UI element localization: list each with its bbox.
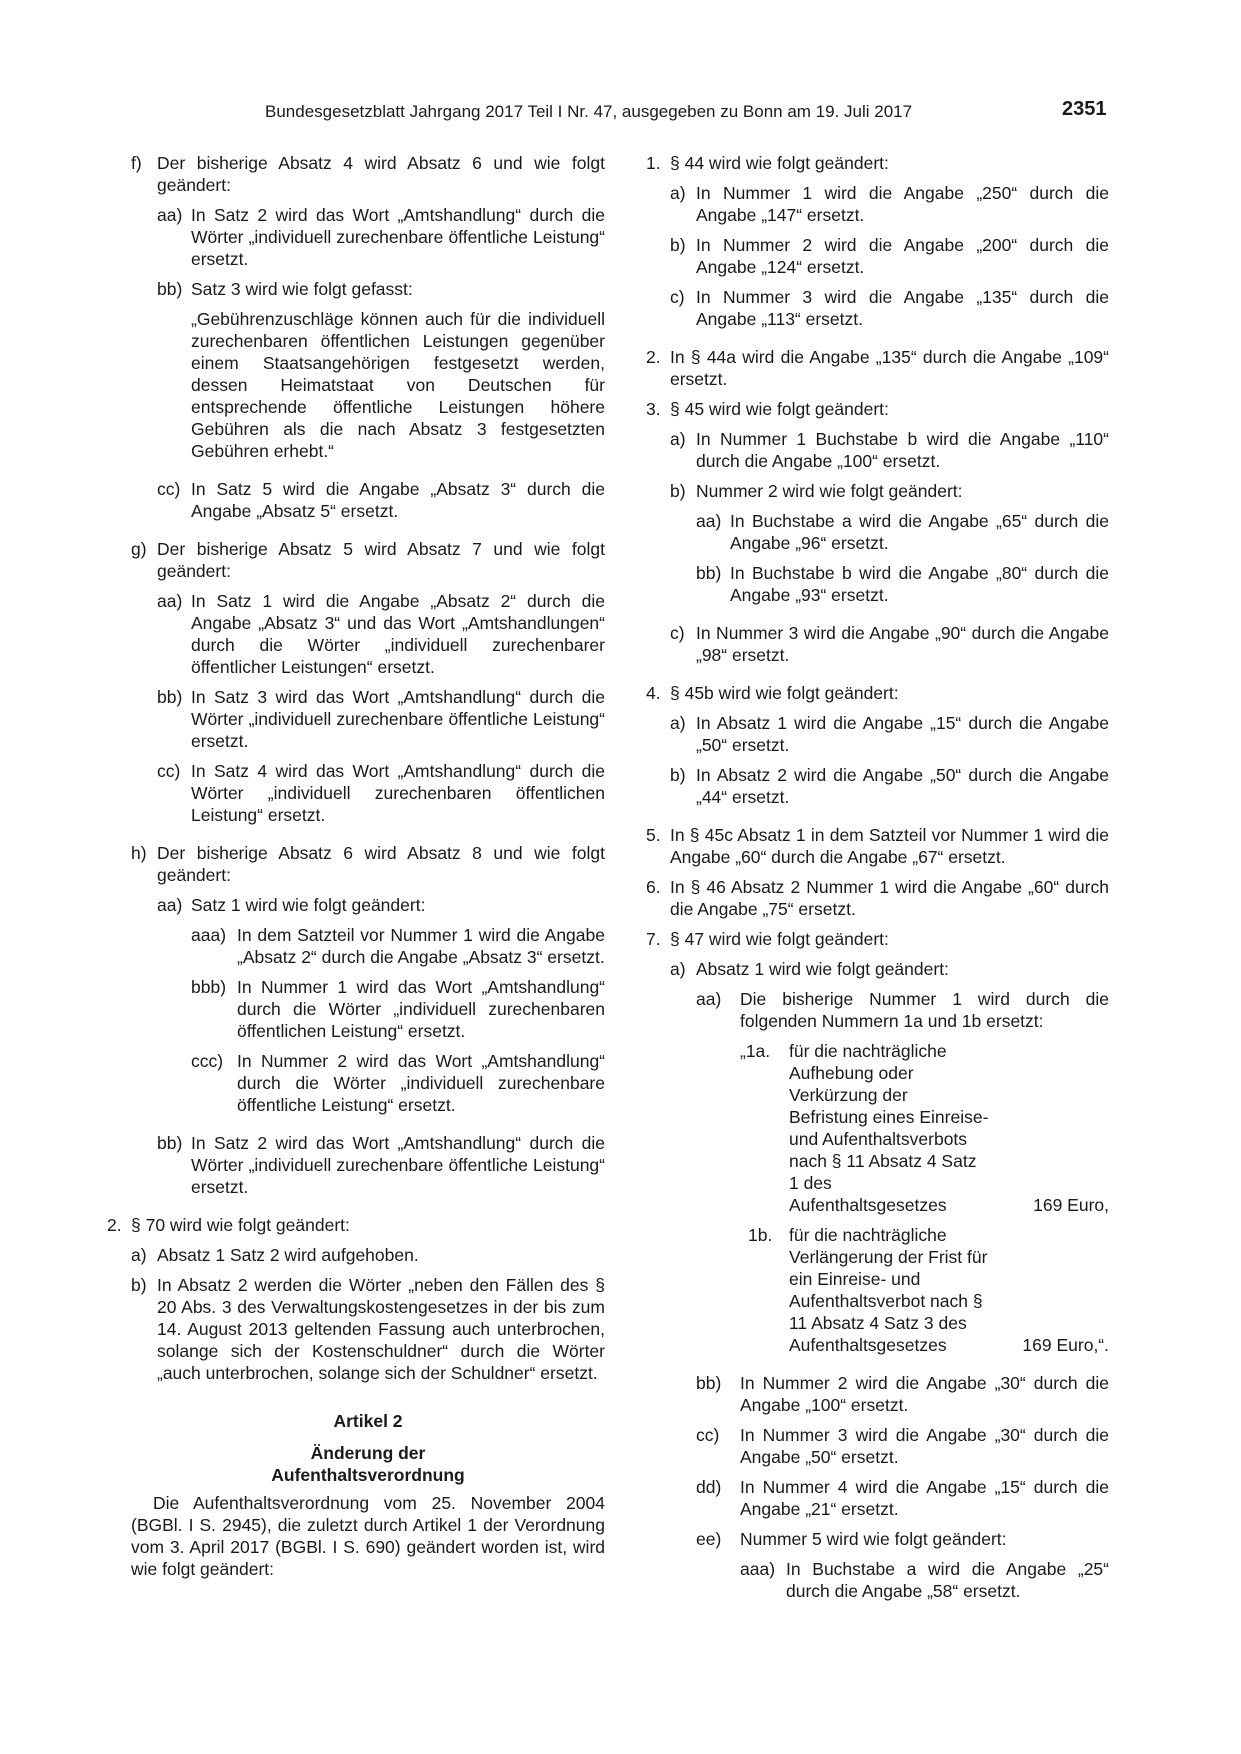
item-label: 2. <box>107 1215 122 1235</box>
item-text: In § 44a wird die Angabe „135“ durch die Angabe „109“ ersetzt. <box>670 347 1109 389</box>
item-label: dd) <box>696 1477 722 1497</box>
list-item-4-a <box>670 712 1109 756</box>
item-label: 2. <box>646 347 661 367</box>
list-item-g-aa <box>157 590 605 678</box>
item-text: Satz 3 wird wie folgt gefasst: <box>191 279 413 299</box>
list-item-7-a-ee <box>696 1528 1109 1610</box>
item-text: In § 45c Absatz 1 in dem Satzteil vor Nummer 1 wird die Angabe „60“ durch die Angabe „67“ ersetzt. <box>670 825 1109 867</box>
item-label: b) <box>670 481 686 501</box>
item-text: § 47 wird wie folgt geändert: <box>670 929 889 949</box>
list-item-1-a <box>670 182 1109 226</box>
list-item-f-bb <box>157 278 605 470</box>
list-item-6 <box>646 876 1109 920</box>
item-label: aa) <box>696 511 722 531</box>
list-item-h-aaa <box>191 924 605 968</box>
list-item-h-ccc <box>191 1050 605 1116</box>
item-text: In Satz 2 wird das Wort „Amtshandlung“ durch die Wörter „individuell zurechenbare öffentliche Leistung“ ersetzt. <box>191 1133 605 1197</box>
item-text: Die bisherige Nummer 1 wird durch die folgenden Nummern 1a und 1b ersetzt: <box>740 989 1109 1031</box>
list-item-h-bbb <box>191 976 605 1042</box>
item-label: bb) <box>157 687 183 707</box>
list-item-3-a <box>670 428 1109 472</box>
item-label: b) <box>670 765 686 785</box>
item-label: bb) <box>696 563 722 583</box>
item-text: Der bisherige Absatz 4 wird Absatz 6 und wie folgt geändert: <box>157 153 605 195</box>
item-label: bb) <box>157 279 183 299</box>
list-item-7-a-dd <box>696 1476 1109 1520</box>
fee-row-label: 1b. <box>748 1225 773 1245</box>
item-text: In Nummer 4 wird die Angabe „15“ durch die Angabe „21“ ersetzt. <box>740 1477 1109 1519</box>
item-label: bbb) <box>191 977 227 997</box>
article-subtitle: Änderung der <box>310 1443 426 1463</box>
list-item-f <box>131 152 605 530</box>
list-item-7 <box>646 928 1109 1626</box>
left-column <box>107 152 605 1580</box>
list-item-3-b-bb <box>696 562 1109 606</box>
list-item-7-a-ee-aaa <box>740 1558 1109 1602</box>
item-label: h) <box>131 843 147 863</box>
item-label: b) <box>131 1275 147 1295</box>
item-text: Absatz 1 wird wie folgt geändert: <box>696 959 949 979</box>
item-text: In Nummer 1 Buchstabe b wird die Angabe „110“ durch die Angabe „100“ ersetzt. <box>696 429 1109 471</box>
item-text: In Absatz 2 wird die Angabe „50“ durch die Angabe „44“ ersetzt. <box>696 765 1109 807</box>
item-label: cc) <box>157 479 181 499</box>
item-label: bb) <box>696 1373 722 1393</box>
item-label: a) <box>131 1245 147 1265</box>
article-intro: Die Aufenthaltsverordnung vom 25. November 2004 (BGBl. I S. 2945), die zuletzt durch Artikel 1 der Verordnung vom 3. April 2017 (BGBl. I S. 690) geändert worden ist, wird wie folgt geändert: <box>131 1493 605 1579</box>
item-text: In Nummer 1 wird die Angabe „250“ durch die Angabe „147“ ersetzt. <box>696 183 1109 225</box>
item-text: In Nummer 3 wird die Angabe „30“ durch die Angabe „50“ ersetzt. <box>740 1425 1109 1467</box>
item-text: In Satz 2 wird das Wort „Amtshandlung“ durch die Wörter „individuell zurechenbare öffentliche Leistung“ ersetzt. <box>191 205 605 269</box>
item-label: g) <box>131 539 147 559</box>
item-label: a) <box>670 959 686 979</box>
item-text: In dem Satzteil vor Nummer 1 wird die Angabe „Absatz 2“ durch die Angabe „Absatz 3“ ersetzt. <box>237 925 605 967</box>
list-item-g <box>131 538 605 834</box>
article-title: Artikel 2 <box>333 1411 403 1431</box>
list-item-5 <box>646 824 1109 868</box>
item-label: a) <box>670 713 686 733</box>
item-label: a) <box>670 183 686 203</box>
item-label: aaa) <box>191 925 227 945</box>
item-text: § 44 wird wie folgt geändert: <box>670 153 889 173</box>
item-text: § 45b wird wie folgt geändert: <box>670 683 899 703</box>
list-item-2 <box>107 1214 605 1392</box>
item-text: § 45 wird wie folgt geändert: <box>670 399 889 419</box>
fee-row-1a <box>740 1040 1109 1216</box>
item-label: c) <box>670 623 685 643</box>
list-item-2-b <box>131 1274 605 1384</box>
item-text: In Nummer 1 wird das Wort „Amtshandlung“ durch die Wörter „individuell zurechenbaren öffentlichen Leistung“ ersetzt. <box>237 977 605 1041</box>
fee-row-label: „1a. <box>740 1041 771 1061</box>
item-text: In § 46 Absatz 2 Nummer 1 wird die Angabe „60“ durch die Angabe „75“ ersetzt. <box>670 877 1109 919</box>
list-item-2r <box>646 346 1109 390</box>
list-item-7-a-cc <box>696 1424 1109 1468</box>
item-text: Satz 1 wird wie folgt geändert: <box>191 895 426 915</box>
item-text: Nummer 5 wird wie folgt geändert: <box>740 1529 1007 1549</box>
item-label: bb) <box>157 1133 183 1153</box>
item-label: ee) <box>696 1529 722 1549</box>
item-label: aa) <box>157 205 183 225</box>
item-text: In Satz 1 wird die Angabe „Absatz 2“ durch die Angabe „Absatz 3“ und das Wort „Amtshandlungen“ durch die Wörter „individuell zurechenbarer öffentlicher Leistungen“ ersetzt. <box>191 591 605 677</box>
item-label: a) <box>670 429 686 449</box>
list-item-4-b <box>670 764 1109 808</box>
item-label: 1. <box>646 153 661 173</box>
item-label: 3. <box>646 399 661 419</box>
list-item-f-aa <box>157 204 605 270</box>
item-text: Nummer 2 wird wie folgt geändert: <box>696 481 963 501</box>
list-item-h-aa <box>157 894 605 1124</box>
item-label: cc) <box>157 761 181 781</box>
item-text: Der bisherige Absatz 5 wird Absatz 7 und wie folgt geändert: <box>157 539 605 581</box>
article-subtitle: Aufenthaltsverordnung <box>271 1465 465 1485</box>
item-text: Absatz 1 Satz 2 wird aufgehoben. <box>157 1245 419 1265</box>
fee-row-1b <box>740 1224 1109 1356</box>
list-item-1-c <box>670 286 1109 330</box>
list-item-g-bb <box>157 686 605 752</box>
item-text: In Buchstabe a wird die Angabe „65“ durch die Angabe „96“ ersetzt. <box>730 511 1109 553</box>
list-item-3-c <box>670 622 1109 666</box>
item-text: In Satz 3 wird das Wort „Amtshandlung“ durch die Wörter „individuell zurechenbare öffentliche Leistung“ ersetzt. <box>191 687 605 751</box>
item-text: In Buchstabe a wird die Angabe „25“ durch die Angabe „58“ ersetzt. <box>786 1559 1109 1601</box>
fee-row-amount: 169 Euro, <box>1033 1195 1109 1215</box>
item-text: In Satz 4 wird das Wort „Amtshandlung“ durch die Wörter „individuell zurechenbaren öffentlichen Leistung“ ersetzt. <box>191 761 605 825</box>
item-label: aaa) <box>740 1559 776 1579</box>
list-item-1-b <box>670 234 1109 278</box>
item-label: ccc) <box>191 1051 224 1071</box>
item-label: 5. <box>646 825 661 845</box>
item-label: f) <box>131 153 142 173</box>
list-item-g-cc <box>157 760 605 826</box>
list-item-7-a-aa <box>696 988 1109 1364</box>
running-header: Bundesgesetzblatt Jahrgang 2017 Teil I Nr. 47, ausgegeben zu Bonn am 19. Juli 2017 <box>265 102 913 121</box>
fee-row-text: für die nachträgliche Aufhebung oder Verkürzung der Befristung eines Einreise- und Aufenthaltsverbots nach § 11 Absatz 4 Satz 1 des Aufenthaltsgesetzes <box>789 1041 989 1215</box>
list-item-3-b-aa <box>696 510 1109 554</box>
item-label: 4. <box>646 683 661 703</box>
item-label: aa) <box>157 895 183 915</box>
item-text: In Buchstabe b wird die Angabe „80“ durch die Angabe „93“ ersetzt. <box>730 563 1109 605</box>
list-item-h-bb <box>157 1132 605 1198</box>
item-text: In Nummer 2 wird das Wort „Amtshandlung“ durch die Wörter „individuell zurechenbare öffentliche Leistung“ ersetzt. <box>237 1051 605 1115</box>
list-item-f-cc <box>157 478 605 522</box>
list-item-7-a-bb <box>696 1372 1109 1416</box>
fee-row-amount: 169 Euro,“. <box>1022 1335 1109 1355</box>
item-label: c) <box>670 287 685 307</box>
item-text: In Satz 5 wird die Angabe „Absatz 3“ durch die Angabe „Absatz 5“ ersetzt. <box>191 479 605 521</box>
item-label: aa) <box>157 591 183 611</box>
list-item-7-a <box>670 958 1109 1618</box>
item-label: 6. <box>646 877 661 897</box>
list-item-3-b <box>670 480 1109 614</box>
list-item-2-a <box>131 1244 605 1266</box>
item-label: aa) <box>696 989 722 1009</box>
quoted-amendment: „Gebührenzuschläge können auch für die individuell zurechenbaren öffentlichen Leistungen gegenüber einem Staatsangehörigen festgesetzt werden, dessen Heimatstaat von Deutschen für entsprechende öffentliche Leistungen höhere Gebühren als die nach Absatz 3 festgesetzten Gebühren erhebt.“ <box>191 309 605 461</box>
item-label: 7. <box>646 929 661 949</box>
item-label: b) <box>670 235 686 255</box>
item-text: In Nummer 3 wird die Angabe „135“ durch die Angabe „113“ ersetzt. <box>696 287 1109 329</box>
item-text: § 70 wird wie folgt geändert: <box>131 1215 350 1235</box>
list-item-h <box>131 842 605 1206</box>
item-label: cc) <box>696 1425 720 1445</box>
item-text: In Absatz 1 wird die Angabe „15“ durch die Angabe „50“ ersetzt. <box>696 713 1109 755</box>
item-text: In Absatz 2 werden die Wörter „neben den Fällen des § 20 Abs. 3 des Verwaltungskostengesetzes in der bis zum 14. August 2013 geltenden Fassung auch unterbrochen, solange sich der Kostenschuldner“ durch die Wörter „auch unterbrochen, solange sich der Schuldner“ ersetzt. <box>157 1275 605 1383</box>
list-item-3 <box>646 398 1109 674</box>
item-text: In Nummer 2 wird die Angabe „200“ durch die Angabe „124“ ersetzt. <box>696 235 1109 277</box>
item-text: In Nummer 3 wird die Angabe „90“ durch die Angabe „98“ ersetzt. <box>696 623 1109 665</box>
fee-row-text: für die nachträgliche Verlängerung der Frist für ein Einreise- und Aufenthaltsverbot nach § 11 Absatz 4 Satz 3 des Aufenthaltsgesetzes <box>789 1225 988 1355</box>
right-column <box>646 152 1109 1634</box>
list-item-1 <box>646 152 1109 338</box>
list-item-4 <box>646 682 1109 816</box>
page-number: 2351 <box>1062 98 1107 120</box>
item-text: Der bisherige Absatz 6 wird Absatz 8 und wie folgt geändert: <box>157 843 605 885</box>
item-text: In Nummer 2 wird die Angabe „30“ durch die Angabe „100“ ersetzt. <box>740 1373 1109 1415</box>
